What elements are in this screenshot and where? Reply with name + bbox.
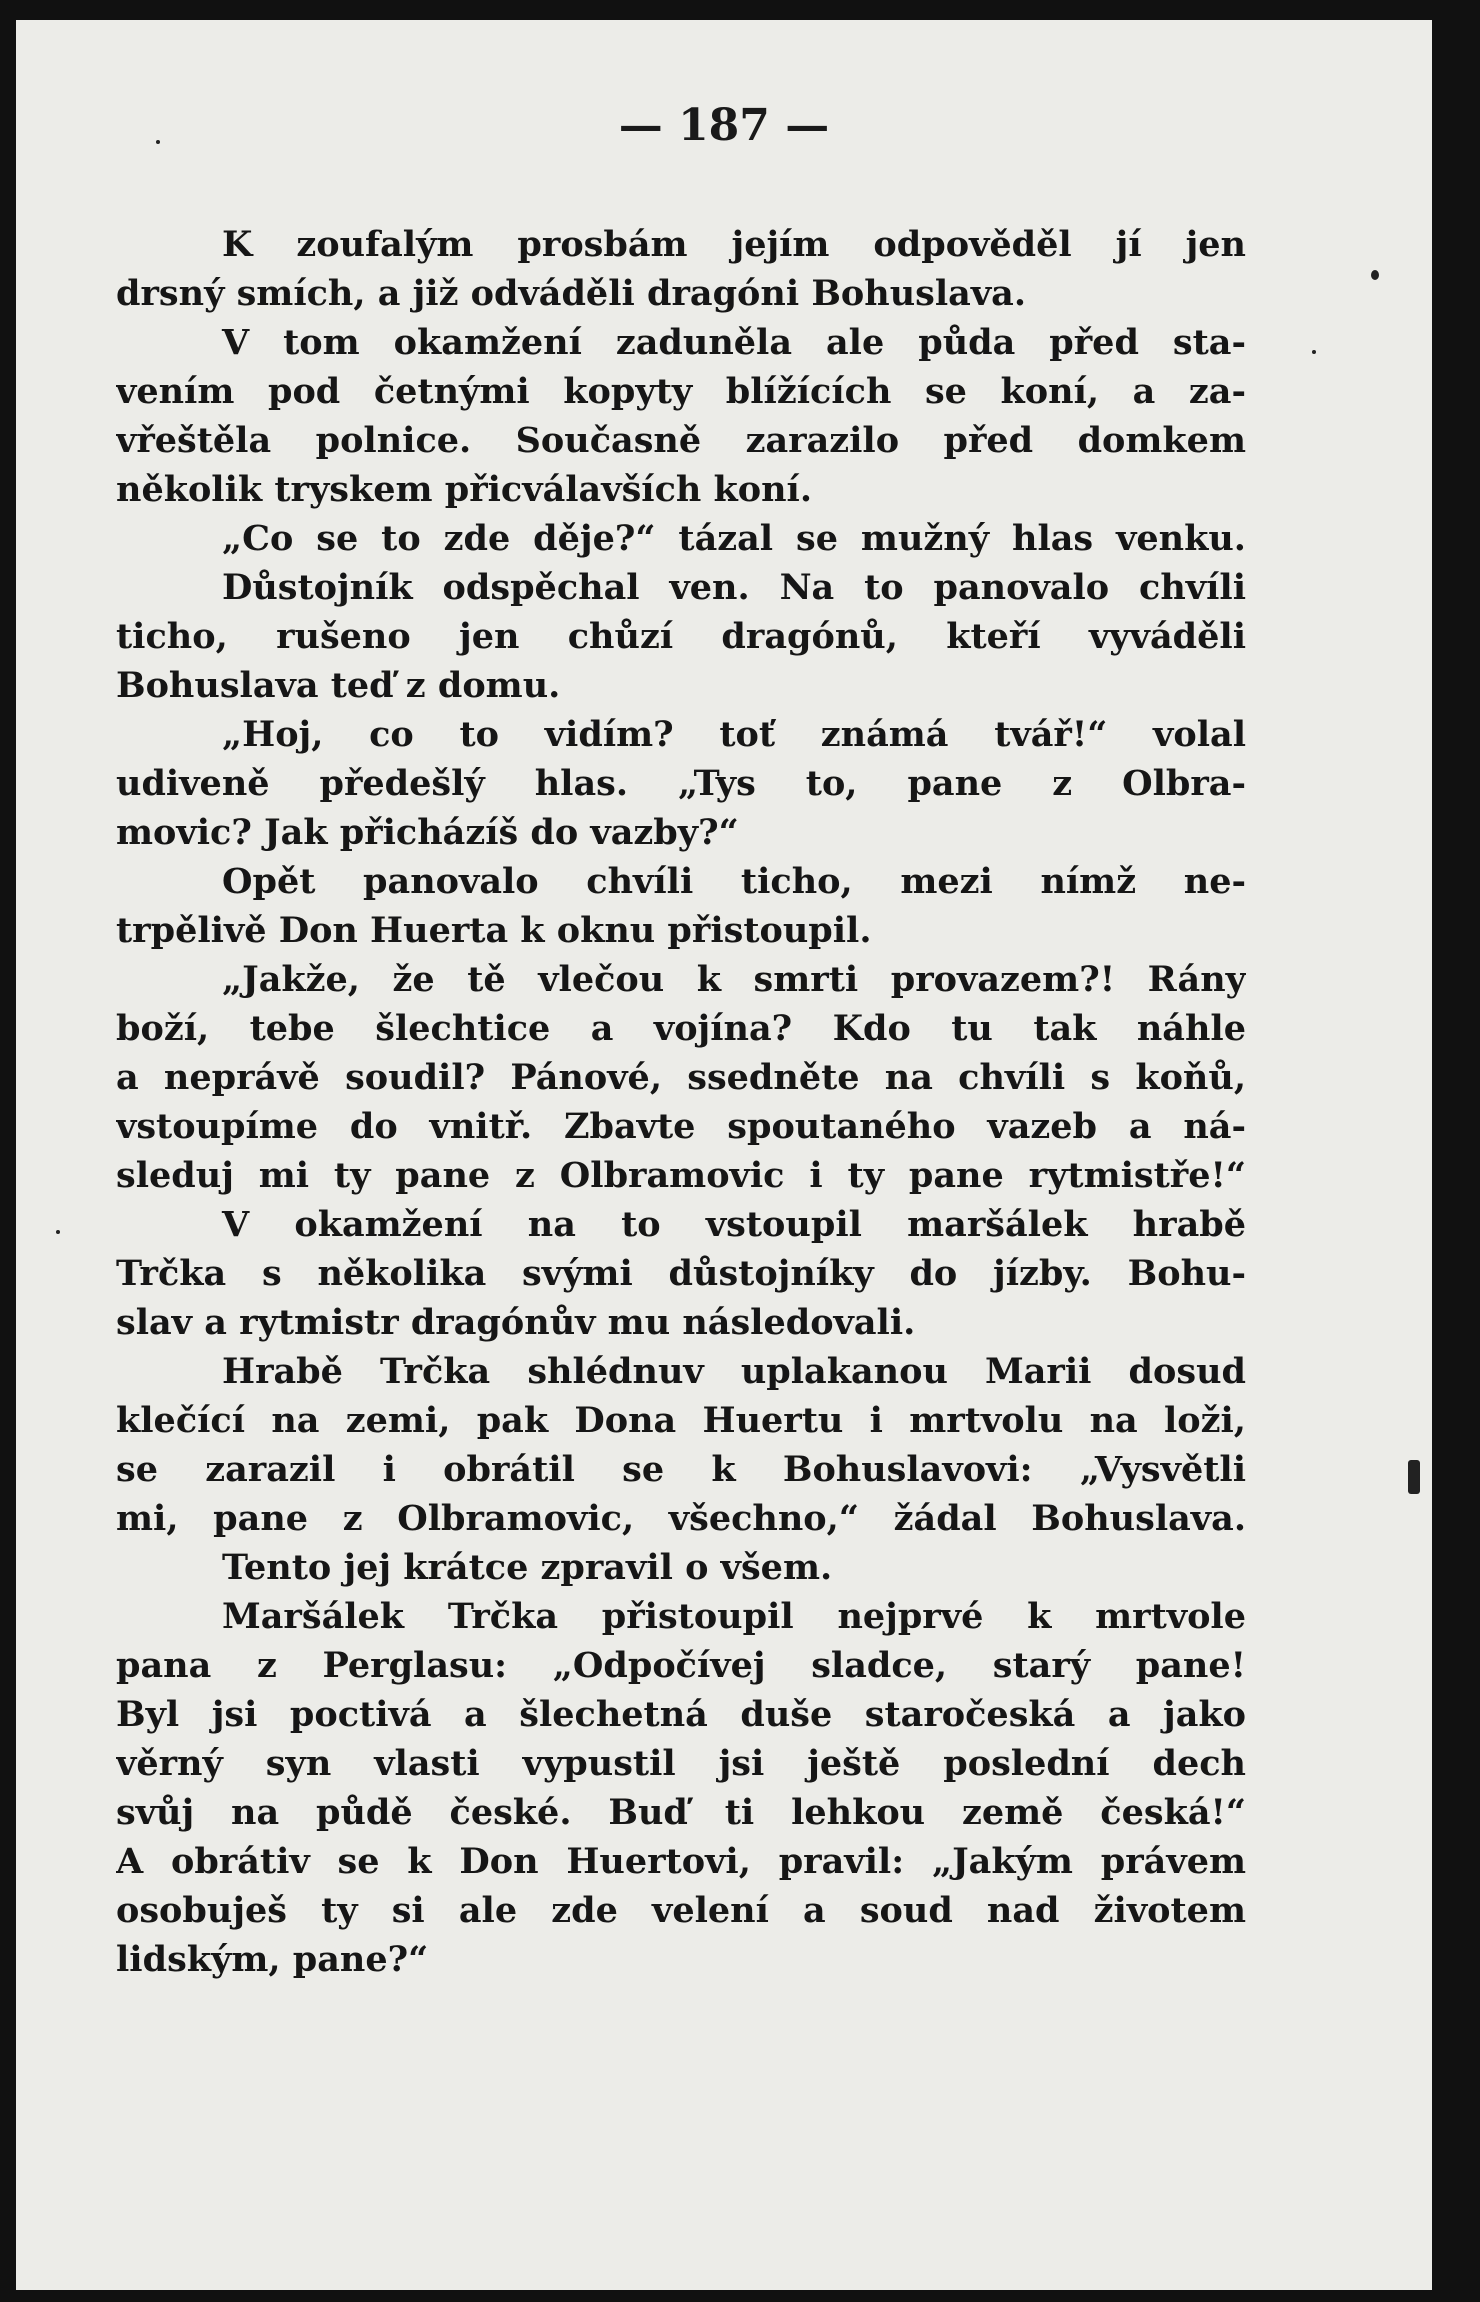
text-line: ticho, rušeno jen chůzí dragónů, kteří vyváděli [116, 616, 1246, 657]
text-line: lidským, pane?“ [116, 1939, 429, 1980]
text-line: „Co se to zde děje?“ tázal se mužný hlas venku. [222, 518, 1246, 559]
text-line: Byl jsi poctivá a šlechetná duše staročeská a jako [116, 1694, 1246, 1735]
text-line: mi, pane z Olbramovic, všechno,“ žádal Bohuslava. [116, 1498, 1246, 1539]
text-line: udiveně předešlý hlas. „Tys to, pane z Olbra- [116, 763, 1246, 804]
text-line: K zoufalým prosbám jejím odpověděl jí jen [222, 224, 1246, 265]
text-line: a neprávě soudil? Pánové, ssedněte na chvíli s koňů, [116, 1057, 1246, 1098]
text-line: „Hoj, co to vidím? toť známá tvář!“ volal [222, 714, 1246, 755]
text-line: vstoupíme do vnitř. Zbavte spoutaného vazeb a ná- [116, 1106, 1246, 1147]
text-line: Hrabě Trčka shlédnuv uplakanou Marii dosud [222, 1351, 1246, 1392]
text-line: svůj na půdě české. Buď ti lehkou země česká!“ [116, 1792, 1246, 1833]
print-speck [1371, 270, 1379, 280]
text-line: osobuješ ty si ale zde velení a soud nad životem [116, 1890, 1246, 1931]
text-line: Tento jej krátce zpravil o všem. [222, 1547, 833, 1588]
print-speck [56, 1230, 60, 1234]
text-line: Maršálek Trčka přistoupil nejprvé k mrtvole [222, 1596, 1246, 1637]
body-text [116, 220, 1246, 1984]
text-line: Bohuslava teď z domu. [116, 665, 561, 706]
text-line: slav a rytmistr dragónův mu následovali. [116, 1302, 916, 1343]
text-line: sleduj mi ty pane z Olbramovic i ty pane rytmistře!“ [116, 1155, 1246, 1196]
text-line: V okamžení na to vstoupil maršálek hrabě [222, 1204, 1246, 1245]
book-page [16, 20, 1432, 2290]
print-speck [1312, 350, 1316, 354]
text-line: vením pod četnými kopyty blížících se koní, a za- [116, 371, 1246, 412]
text-line: movic? Jak přicházíš do vazby?“ [116, 812, 739, 853]
text-line: klečící na zemi, pak Dona Huertu i mrtvolu na loži, [116, 1400, 1246, 1441]
text-line: se zarazil i obrátil se k Bohuslavovi: „Vysvětli [116, 1449, 1246, 1490]
text-line: několik tryskem přicválavších koní. [116, 469, 813, 510]
text-line: Opět panovalo chvíli ticho, mezi nímž ne- [222, 861, 1246, 902]
text-line: věrný syn vlasti vypustil jsi ještě poslední dech [116, 1743, 1246, 1784]
text-line: boží, tebe šlechtice a vojína? Kdo tu tak náhle [116, 1008, 1246, 1049]
print-speck [1408, 1460, 1420, 1494]
print-speck [156, 140, 160, 144]
text-line: V tom okamžení zaduněla ale půda před sta- [222, 322, 1246, 363]
text-line: A obrátiv se k Don Huertovi, pravil: „Jakým právem [116, 1841, 1246, 1882]
text-line: Důstojník odspěchal ven. Na to panovalo chvíli [222, 567, 1246, 608]
text-line: vřeštěla polnice. Současně zarazilo před domkem [116, 420, 1246, 461]
text-line: „Jakže, že tě vlečou k smrti provazem?! Rány [222, 959, 1246, 1000]
text-line: pana z Perglasu: „Odpočívej sladce, starý pane! [116, 1645, 1246, 1686]
text-line: Trčka s několika svými důstojníky do jízby. Bohu- [116, 1253, 1246, 1294]
text-line: drsný smích, a již odváděli dragóni Bohuslava. [116, 273, 1027, 314]
text-line: trpělivě Don Huerta k oknu přistoupil. [116, 910, 872, 951]
page-number: — 187 — [618, 100, 830, 151]
